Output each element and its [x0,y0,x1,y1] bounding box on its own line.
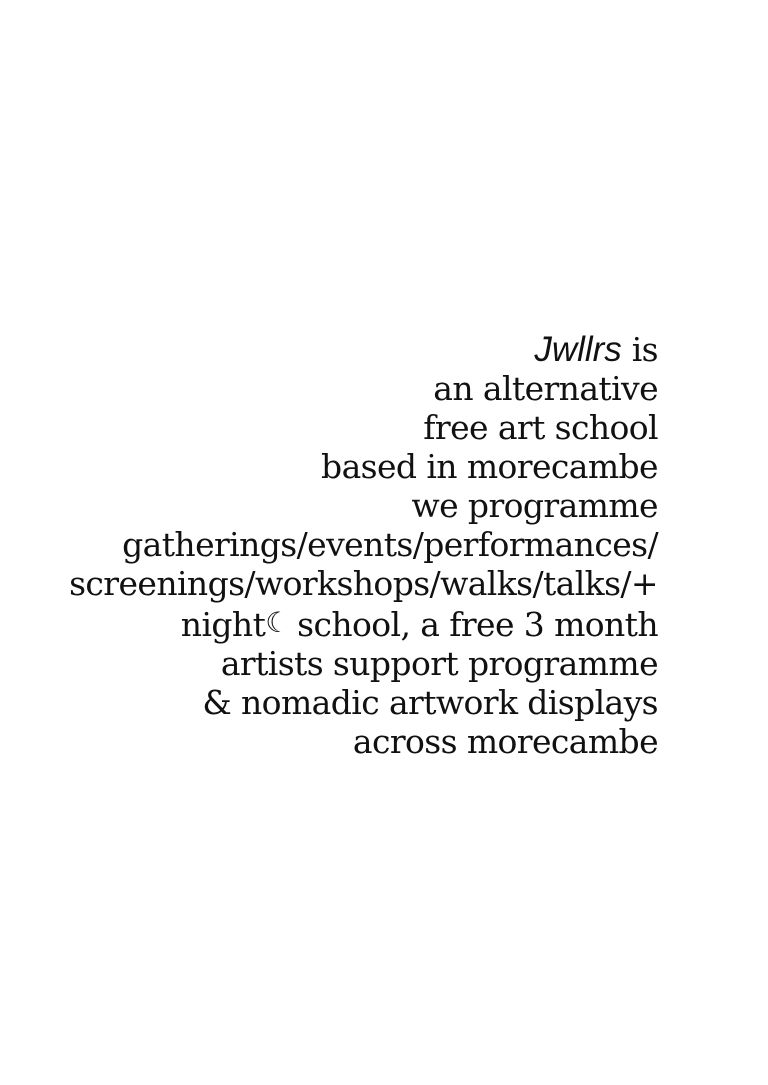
statement-line-8-end: school, a free 3 month [287,605,658,644]
statement-line-8-start: night [180,605,266,644]
statement-line-3: free art school [423,408,658,447]
statement-line-9: artists support programme [220,644,658,683]
about-statement [69,330,658,761]
statement-line-1 [69,330,658,369]
statement-line-7: screenings/workshops/walks/talks/+ [69,564,658,603]
statement-line-8 [69,603,658,644]
statement-line-11: across morecambe [352,722,658,761]
statement-line-4: based in morecambe [321,447,658,486]
statement-line-5: we programme [411,486,658,525]
statement-line-10: & nomadic artwork displays [202,683,658,722]
crescent-moon-icon: ☾ [265,606,290,639]
statement-line-2: an alternative [433,369,658,408]
statement-line-6: gatherings/events/performances/ [122,525,658,564]
statement-line-1-rest: is [621,330,658,369]
brand-name: Jwllrs [534,330,622,369]
